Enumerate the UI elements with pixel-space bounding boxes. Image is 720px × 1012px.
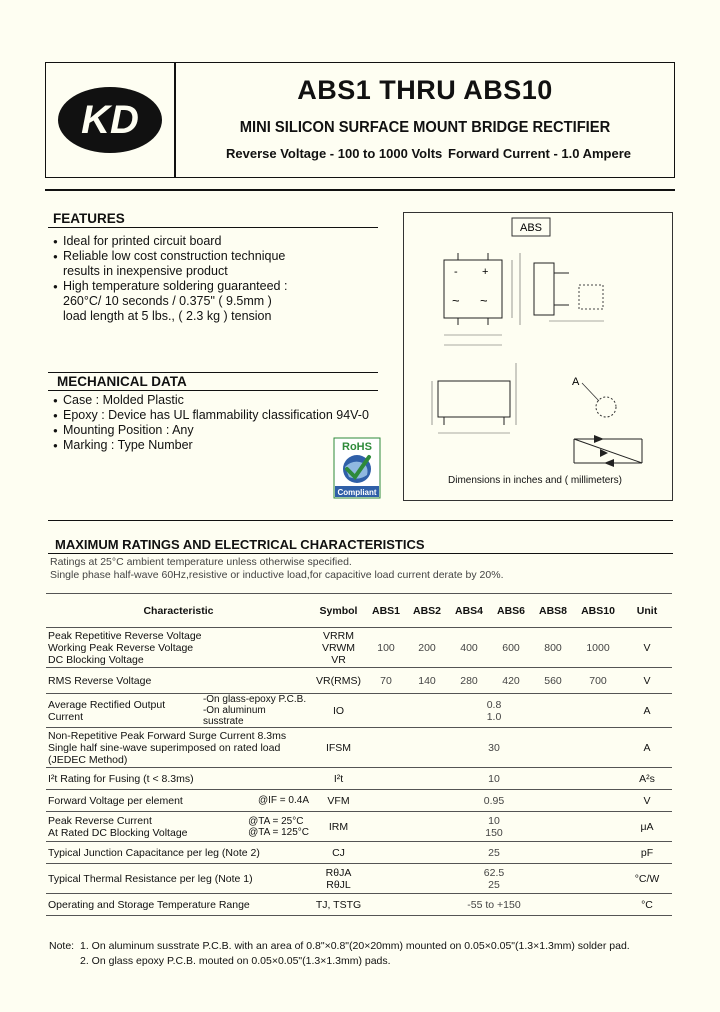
features-rule: [48, 227, 378, 228]
unit-cell: °C: [622, 894, 672, 916]
unit-cell: A: [622, 728, 672, 768]
detail-a-label: A: [572, 376, 580, 388]
col-header: ABS2: [406, 594, 448, 628]
characteristic-text: Peak Repetitive Reverse Voltage: [48, 629, 202, 642]
symbol-cell: [311, 894, 366, 916]
symbol-text: VRWM: [321, 641, 356, 654]
note-2: 2. On glass epoxy P.C.B. mouted on 0.05×0.05"(1.3×1.3mm) pads.: [80, 955, 391, 967]
symbol-text: RθJA: [325, 866, 352, 879]
logo-text: KD: [81, 98, 139, 142]
package-label: ABS: [519, 222, 543, 234]
symbol-text: TJ, TSTG: [315, 898, 362, 911]
characteristic-text: Operating and Storage Temperature Range: [48, 898, 250, 911]
value-cell: 1000: [574, 628, 622, 668]
forward-current-spec: Forward Current - 1.0 Ampere: [448, 146, 632, 161]
table-row: [46, 812, 672, 842]
unit-cell: V: [622, 790, 672, 812]
characteristic-cell: [46, 628, 311, 668]
feature-item: ● Ideal for printed circuit board: [53, 234, 287, 249]
table-row: [46, 864, 672, 894]
value-cell-merged: [366, 694, 622, 728]
value-cell: 800: [532, 628, 574, 668]
col-header: ABS4: [448, 594, 490, 628]
symbol-text: I²t: [333, 772, 344, 785]
feature-item: load length at 5 lbs., ( 2.3 kg ) tension: [63, 309, 272, 323]
feature-item: results in inexpensive product: [63, 264, 228, 278]
table-row: [46, 628, 672, 668]
col-header: ABS10: [574, 594, 622, 628]
value-text: 30: [488, 741, 500, 754]
mechanical-rule: [48, 390, 378, 391]
mechanical-item: ● Marking : Type Number: [53, 438, 369, 453]
value-cell-merged: [366, 728, 622, 768]
page-subtitle: MINI SILICON SURFACE MOUNT BRIDGE RECTIFIER: [239, 119, 611, 136]
symbol-text: VR: [331, 653, 346, 666]
table-row: [46, 894, 672, 916]
value-cell: 100: [366, 628, 406, 668]
characteristic-cell: [46, 668, 311, 694]
value-text: 25: [488, 878, 500, 891]
symbol-cell: [311, 842, 366, 864]
symbol-text: IFSM: [325, 741, 352, 754]
features-heading: FEATURES: [53, 211, 125, 226]
feature-item: ● Reliable low cost construction technique: [53, 249, 287, 264]
characteristic-cell: [46, 842, 311, 864]
table-row: [46, 768, 672, 790]
characteristic-text: I²t Rating for Fusing (t < 8.3ms): [48, 772, 194, 785]
header-box: [45, 62, 675, 178]
symbol-cell: [311, 728, 366, 768]
unit-cell: A²s: [622, 768, 672, 790]
value-text: -55 to +150: [467, 898, 521, 911]
ratings-table: [46, 593, 672, 916]
feature-item: ● High temperature soldering guaranteed :: [53, 279, 287, 294]
mechanical-item: ● Mounting Position : Any: [53, 423, 369, 438]
characteristic-text: Working Peak Reverse Voltage: [48, 641, 194, 654]
page-title: ABS1 THRU ABS10: [297, 75, 553, 105]
mechanical-item: ● Case : Molded Plastic: [53, 393, 369, 408]
symbol-cell: [311, 694, 366, 728]
col-header: ABS1: [366, 594, 406, 628]
unit-cell: A: [622, 694, 672, 728]
characteristic-text: Typical Thermal Resistance per leg (Note 1): [48, 872, 253, 885]
ac-mark-1: ~: [452, 293, 460, 308]
characteristic-text: Typical Junction Capacitance per leg (Note 2): [48, 846, 260, 859]
symbol-text: VFM: [327, 794, 350, 807]
kd-logo: [54, 83, 166, 157]
reverse-voltage-spec: Reverse Voltage - 100 to 1000 Volts: [226, 146, 443, 161]
col-header: Unit: [622, 594, 672, 628]
package-drawing: [404, 213, 672, 500]
value-cell-merged: [366, 842, 622, 864]
value-cell-merged: [366, 864, 622, 894]
value-cell: 420: [490, 668, 532, 694]
rohs-badge: [333, 437, 381, 499]
mechanical-heading: MECHANICAL DATA: [57, 374, 187, 389]
characteristic-text: At Rated DC Blocking Voltage: [48, 826, 188, 839]
characteristic-cell: [46, 790, 311, 812]
feature-item: 260°C/ 10 seconds / 0.375" ( 9.5mm ): [63, 294, 272, 308]
characteristic-cell: [46, 768, 311, 790]
unit-cell: V: [622, 668, 672, 694]
characteristic-text: Forward Voltage per element: [48, 794, 183, 807]
ratings-rule: [48, 553, 673, 554]
value-text: 150: [485, 826, 503, 839]
table-row: [46, 728, 672, 768]
characteristic-text: Single half sine-wave superimposed on rated load: [48, 741, 281, 754]
characteristic-text: Average Rectified Output Current: [48, 698, 166, 723]
table-row: [46, 668, 672, 694]
note-1: 1. On aluminum susstrate P.C.B. with an area of 0.8"×0.8"(20×20mm) mounted on 0.05×0.05"(1.3×1.3mm) solder pad.: [80, 940, 630, 952]
diagram-caption: Dimensions in inches and ( millimeters): [448, 475, 622, 486]
value-cell: 600: [490, 628, 532, 668]
value-cell: 560: [532, 668, 574, 694]
value-cell: 400: [448, 628, 490, 668]
value-cell: 200: [406, 628, 448, 668]
characteristic-cell: [46, 694, 311, 728]
header-underline: [45, 189, 675, 191]
characteristic-text: RMS Reverse Voltage: [48, 674, 152, 687]
condition-text: @TA = 125°C: [248, 826, 309, 838]
symbol-cell: [311, 864, 366, 894]
symbol-cell: [311, 768, 366, 790]
symbol-text: IRM: [328, 820, 349, 833]
value-cell-merged: [366, 812, 622, 842]
ratings-note-1: Ratings at 25°C ambient temperature unless otherwise specified.: [50, 556, 352, 568]
value-text: 10: [488, 814, 500, 827]
characteristic-text: Peak Reverse Current: [48, 814, 152, 827]
value-text: 0.95: [483, 794, 505, 807]
table-row: [46, 842, 672, 864]
characteristic-cell: [46, 864, 311, 894]
value-text: 62.5: [483, 866, 505, 879]
mechanical-item: ● Epoxy : Device has UL flammability classification 94V-0: [53, 408, 369, 423]
value-cell: 280: [448, 668, 490, 694]
mechanical-list: [53, 393, 369, 453]
ratings-heading: MAXIMUM RATINGS AND ELECTRICAL CHARACTERISTICS: [55, 537, 425, 552]
ratings-note-2: Single phase half-wave 60Hz,resistive or inductive load,for capacitive load current derate by 20%.: [50, 569, 504, 581]
rohs-label: RoHS: [342, 441, 372, 453]
symbol-text: VRRM: [323, 629, 354, 642]
value-text: 10: [488, 772, 500, 785]
condition-text: @TA = 25°C: [248, 815, 304, 827]
symbol-cell: [311, 812, 366, 842]
value-cell-merged: [366, 768, 622, 790]
col-header: Characteristic: [46, 594, 311, 628]
value-cell-merged: [366, 790, 622, 812]
symbol-text: VR(RMS): [316, 674, 361, 687]
value-cell: 140: [406, 668, 448, 694]
condition-text: -On glass-epoxy P.C.B.: [202, 694, 307, 705]
ratings-rule-top: [48, 520, 673, 521]
minus-mark: -: [454, 266, 458, 278]
table-row: [46, 694, 672, 728]
unit-cell: V: [622, 628, 672, 668]
plus-mark: +: [482, 266, 489, 278]
symbol-text: RθJL: [326, 878, 351, 891]
unit-cell: °C/W: [622, 864, 672, 894]
value-text: 25: [488, 846, 500, 859]
unit-cell: pF: [622, 842, 672, 864]
characteristic-text: Non-Repetitive Peak Forward Surge Current 8.3ms: [48, 729, 287, 742]
value-cell: 70: [366, 668, 406, 694]
symbol-text: IO: [332, 704, 345, 717]
characteristic-cell: [46, 894, 311, 916]
symbol-cell: [311, 790, 366, 812]
value-cell: 700: [574, 668, 622, 694]
condition-text: -On aluminum susstrate: [202, 705, 266, 727]
symbol-cell: [311, 628, 366, 668]
col-header: ABS8: [532, 594, 574, 628]
value-cell-merged: [366, 894, 622, 916]
col-header: ABS6: [490, 594, 532, 628]
unit-cell: μA: [622, 812, 672, 842]
features-list: [53, 234, 287, 324]
mechanical-rule-top: [48, 372, 378, 373]
table-row: [46, 790, 672, 812]
characteristic-cell: [46, 728, 311, 768]
value-text: 1.0: [486, 710, 502, 723]
ac-mark-2: ~: [480, 293, 488, 308]
characteristic-cell: [46, 812, 311, 842]
rohs-compliant: Compliant: [337, 488, 377, 497]
characteristic-text: (JEDEC Method): [48, 753, 128, 766]
table-header-row: [46, 594, 672, 628]
col-header: Symbol: [311, 594, 366, 628]
condition-text: @IF = 0.4A: [257, 795, 309, 806]
symbol-cell: [311, 668, 366, 694]
value-text: 0.8: [486, 698, 502, 711]
notes-label: Note:: [49, 940, 75, 952]
characteristic-text: DC Blocking Voltage: [48, 653, 144, 666]
dimension-diagram: [403, 212, 673, 501]
symbol-text: CJ: [332, 846, 345, 859]
